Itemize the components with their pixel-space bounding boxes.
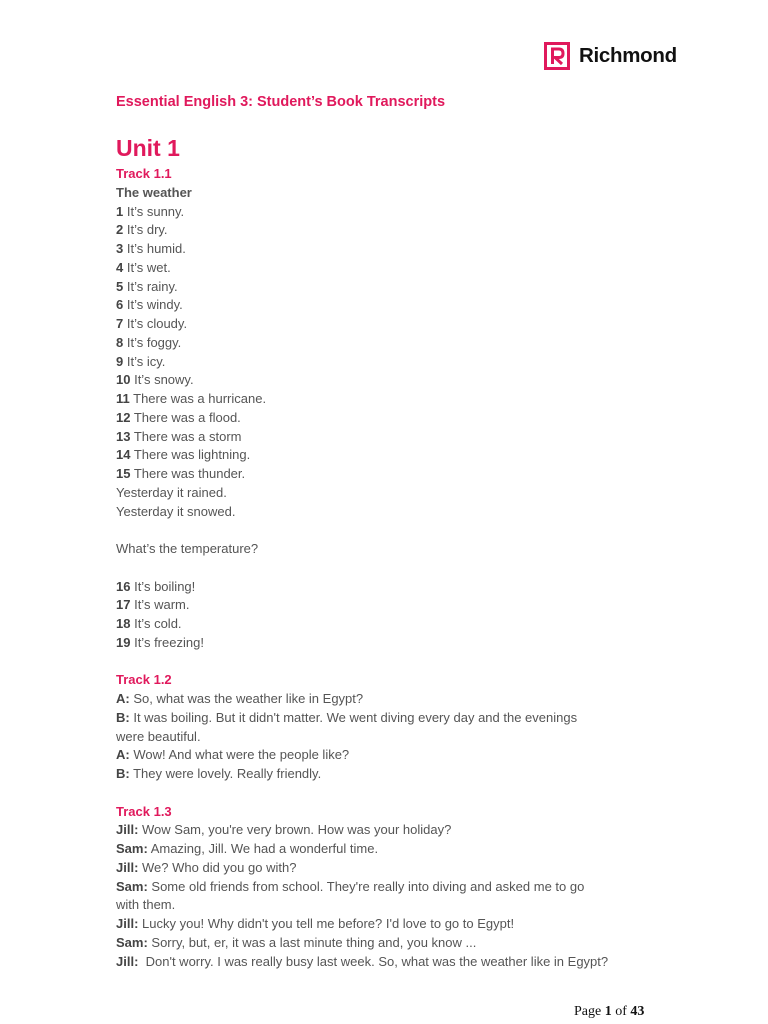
dialog-1-3 bbox=[116, 821, 676, 971]
item-text: It’s freezing! bbox=[130, 634, 204, 650]
item-number: 9 bbox=[116, 353, 124, 369]
list-item bbox=[116, 634, 676, 653]
item-text: It’s foggy. bbox=[123, 334, 182, 350]
dialog-line bbox=[116, 690, 676, 709]
speaker-label: Sam: bbox=[116, 934, 148, 950]
item-number: 17 bbox=[116, 597, 131, 613]
item-text: It’s wet. bbox=[123, 259, 171, 275]
dialog-line bbox=[116, 821, 676, 840]
track-1-3-label: Track 1.3 bbox=[116, 803, 172, 819]
document-title: Essential English 3: Student’s Book Transcripts bbox=[116, 94, 446, 110]
dialog-line bbox=[116, 746, 676, 765]
list-item bbox=[116, 465, 676, 484]
dialog-text: Some old friends from school. They're really into diving and asked me to go bbox=[147, 878, 585, 894]
richmond-logo-icon bbox=[544, 42, 570, 70]
item-text: There was a hurricane. bbox=[129, 391, 267, 406]
dialog-text: It was boiling. But it didn't matter. We went diving every day and the evenings bbox=[129, 709, 578, 725]
item-text: It’s cloudy. bbox=[123, 316, 188, 331]
dialog-text: Lucky you! Why didn't you tell me before? I'd love to go to Egypt! bbox=[138, 916, 515, 931]
speaker-label: Jill: bbox=[116, 916, 139, 931]
speaker-label: B: bbox=[116, 709, 130, 725]
item-number: 2 bbox=[116, 222, 124, 238]
speaker-label: Jill: bbox=[116, 859, 139, 875]
transcript-content bbox=[116, 165, 676, 971]
list-item bbox=[116, 221, 676, 240]
item-number: 5 bbox=[116, 278, 124, 294]
page-footer bbox=[574, 1004, 644, 1020]
track-1-1-subhead: The weather bbox=[116, 184, 192, 200]
item-number: 10 bbox=[116, 372, 131, 388]
dialog-text: Wow! And what were the people like? bbox=[129, 747, 350, 763]
track-1-2-label: Track 1.2 bbox=[116, 672, 172, 688]
list-item bbox=[116, 296, 676, 315]
item-number: 7 bbox=[116, 316, 124, 331]
temperature-heading: What’s the temperature? bbox=[116, 541, 259, 556]
list-item bbox=[116, 334, 676, 353]
list-item bbox=[116, 371, 676, 390]
item-text: It’s boiling! bbox=[130, 578, 196, 594]
extra-line: Yesterday it rained. bbox=[116, 484, 227, 500]
speaker-label: B: bbox=[116, 766, 130, 781]
list-item bbox=[116, 409, 676, 428]
item-number: 11 bbox=[116, 391, 130, 406]
dialog-line bbox=[116, 934, 676, 953]
item-text: There was lightning. bbox=[130, 447, 251, 463]
item-number: 18 bbox=[116, 616, 131, 631]
item-text: It’s humid. bbox=[123, 241, 186, 256]
extra-line: Yesterday it snowed. bbox=[116, 503, 236, 519]
speaker-label: Jill: bbox=[116, 822, 139, 838]
list-item bbox=[116, 278, 676, 297]
item-text: It’s dry. bbox=[123, 222, 168, 238]
item-number: 15 bbox=[116, 466, 131, 481]
dialog-text: Sorry, but, er, it was a last minute thing and, you know ... bbox=[147, 934, 477, 950]
dialog-line bbox=[116, 840, 676, 859]
dialog-line bbox=[116, 915, 676, 934]
page-total: 43 bbox=[630, 1004, 645, 1019]
list-item bbox=[116, 390, 676, 409]
dialog-text: We? Who did you go with? bbox=[138, 859, 297, 875]
item-text: It’s warm. bbox=[130, 597, 190, 613]
of-word: of bbox=[615, 1004, 627, 1019]
speaker-label: Sam: bbox=[116, 841, 148, 856]
list-item bbox=[116, 259, 676, 278]
item-text: It’s rainy. bbox=[123, 278, 178, 294]
dialog-line bbox=[116, 896, 676, 915]
item-number: 3 bbox=[116, 241, 124, 256]
item-number: 4 bbox=[116, 259, 124, 275]
speaker-label: Sam: bbox=[116, 878, 148, 894]
item-text: It’s snowy. bbox=[130, 372, 194, 388]
brand-name: Richmond bbox=[579, 44, 677, 67]
track-1-1-label: Track 1.1 bbox=[116, 166, 172, 181]
unit-title: Unit 1 bbox=[116, 135, 180, 161]
speaker-label: Jill: bbox=[116, 953, 139, 969]
item-text: It’s sunny. bbox=[123, 203, 185, 219]
dialog-line bbox=[116, 709, 676, 728]
speaker-label: A: bbox=[116, 691, 130, 706]
dialog-line bbox=[116, 765, 676, 784]
page-word: Page bbox=[574, 1004, 602, 1019]
dialog-line bbox=[116, 859, 676, 878]
item-text: There was thunder. bbox=[130, 466, 246, 481]
weather-list bbox=[116, 203, 676, 484]
dialog-line bbox=[116, 953, 676, 972]
item-text: There was a flood. bbox=[130, 409, 241, 425]
dialog-1-2 bbox=[116, 690, 676, 784]
list-item bbox=[116, 578, 676, 597]
dialog-text: Amazing, Jill. We had a wonderful time. bbox=[147, 841, 379, 856]
dialog-line bbox=[116, 728, 676, 747]
dialog-text: They were lovely. Really friendly. bbox=[129, 766, 322, 781]
item-number: 14 bbox=[116, 447, 131, 463]
item-text: It’s windy. bbox=[123, 297, 183, 313]
item-number: 8 bbox=[116, 334, 124, 350]
dialog-text: were beautiful. bbox=[116, 728, 201, 744]
item-text: There was a storm bbox=[130, 428, 242, 444]
page-number: 1 bbox=[604, 1004, 612, 1019]
list-item bbox=[116, 596, 676, 615]
item-number: 13 bbox=[116, 428, 131, 444]
list-item bbox=[116, 315, 676, 334]
dialog-text: Wow Sam, you're very brown. How was your holiday? bbox=[138, 822, 452, 838]
item-number: 12 bbox=[116, 409, 131, 425]
dialog-text: So, what was the weather like in Egypt? bbox=[129, 691, 364, 706]
list-item bbox=[116, 428, 676, 447]
list-item bbox=[116, 446, 676, 465]
dialog-text: Don't worry. I was really busy last week. So, what was the weather like in Egypt? bbox=[138, 953, 609, 969]
item-text: It’s cold. bbox=[130, 616, 182, 631]
list-item bbox=[116, 203, 676, 222]
speaker-label: A: bbox=[116, 747, 130, 763]
item-number: 1 bbox=[116, 203, 124, 219]
item-number: 19 bbox=[116, 634, 131, 650]
dialog-text: with them. bbox=[116, 897, 176, 913]
item-number: 6 bbox=[116, 297, 124, 313]
list-item bbox=[116, 615, 676, 634]
list-item bbox=[116, 240, 676, 259]
item-text: It’s icy. bbox=[123, 353, 166, 369]
dialog-line bbox=[116, 878, 676, 897]
temperature-list bbox=[116, 578, 676, 653]
richmond-logo bbox=[544, 41, 677, 71]
list-item bbox=[116, 353, 676, 372]
item-number: 16 bbox=[116, 578, 131, 594]
